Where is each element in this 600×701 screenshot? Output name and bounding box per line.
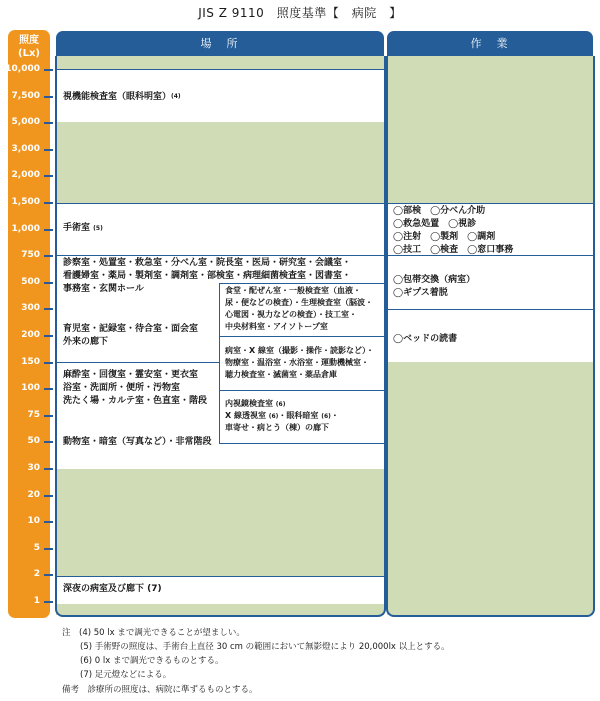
place-75-line3: 車寄せ・病とう（棟）の廊下: [225, 423, 329, 432]
lux-tick-label: 150: [21, 356, 40, 367]
place-300-line3: 心電図・視力などの検査）・技工室・: [225, 310, 357, 319]
lux-tick-label: 1,000: [11, 223, 40, 234]
note-5: (5) 手術野の照度は、手術台上直径 30 cm の範囲において無影燈により 20,000lx 以上とする。: [80, 642, 450, 652]
place-200-line1: 育児室・記録室・待合室・面会室: [63, 324, 199, 334]
work-500-line2: ◯ギプス着脱: [393, 288, 448, 298]
note-remark: 備考 診療所の照度は、病院に準ずるものとする。: [62, 685, 258, 695]
work-1000-line4: ◯技工 ◯検査 ◯窓口事務: [393, 245, 514, 255]
lux-tick-label: 7,500: [11, 90, 40, 101]
lux-tick-label: 10: [27, 516, 40, 527]
lux-tick-label: 2: [33, 569, 40, 580]
place-100-line1: 麻酔室・回復室・霊安室・更衣室: [63, 370, 199, 380]
lux-tick-label: 300: [21, 303, 40, 314]
lux-tick-mark: [44, 282, 53, 284]
lux-tick-label: 10,000: [5, 64, 40, 74]
divider-50: [219, 443, 384, 444]
work-500-line1: ◯包帯交換（病室）: [393, 275, 476, 285]
lux-tick-mark: [44, 149, 53, 151]
lux-tick-mark: [44, 495, 53, 497]
place-50: 動物室・暗室（写真など）・非常階段: [63, 437, 212, 447]
header-place: 場 所: [56, 31, 384, 56]
work-1000-line1: ◯部検 ◯分べん介助: [393, 206, 486, 216]
lux-tick-label: 200: [21, 330, 40, 340]
place-300-line2: 尿・便などの検査）・生理検査室（脳波・: [225, 298, 373, 307]
lux-tick-mark: [44, 415, 53, 417]
lux-tick-mark: [44, 255, 53, 257]
lux-tick-label: 5,000: [11, 117, 40, 128]
work-divider-300: [387, 309, 593, 310]
place-300-line1: 食堂・配ぜん室・一般検査室（血液・: [225, 286, 361, 295]
place-150-line3: 聴力検査室・滅菌室・薬品倉庫: [225, 370, 337, 379]
lux-tick-mark: [44, 96, 53, 98]
place-1000: 手術室 (5): [63, 223, 103, 233]
lux-tick-mark: [44, 601, 53, 603]
page-title: JIS Z 9110 照度基準【 病院 】: [198, 6, 402, 20]
header-work: 作 業: [387, 31, 593, 56]
lux-tick-mark: [44, 122, 53, 124]
lux-tick-mark: [44, 441, 53, 443]
place-75-line1: 内視鏡検査室 (6): [225, 399, 286, 408]
place-500-line2: 看護婦室・薬局・製剤室・調剤室・部検室・病理細菌検査室・図書室・: [63, 271, 352, 281]
divider-sub-vertical: [219, 283, 220, 443]
place-150-line1: 病室・X 線室（撮影・操作・読影など）・: [225, 346, 374, 355]
lux-tick-label: 2,000: [11, 170, 40, 181]
place-500-line1: 診察室・処置室・救急室・分べん室・院長室・医局・研究室・会議室・: [63, 258, 352, 268]
divider-150-left: [56, 362, 219, 363]
place-100-line2: 浴室・洗面所・便所・汚物室: [63, 383, 181, 393]
lux-tick-label: 20: [27, 489, 40, 500]
divider-500-sub: [219, 283, 384, 284]
place-300-line4: 中央材料室・アイソトープ室: [225, 322, 328, 331]
place-75-line2: X 線透視室 (6)・眼科暗室 (6)・: [225, 411, 339, 420]
lux-tick-label: 1,500: [11, 197, 40, 207]
lux-tick-label: 500: [21, 276, 40, 287]
lux-tick-mark: [44, 202, 53, 204]
work-300: ◯ベッドの読書: [393, 334, 458, 344]
note-7: (7) 足元燈などによる。: [80, 670, 172, 680]
lux-tick-label: 3,000: [11, 143, 40, 154]
place-1: 深夜の病室及び廊下 (7): [63, 584, 162, 594]
lux-axis-title: 照度 (Lx): [18, 35, 40, 59]
lux-tick-mark: [44, 521, 53, 523]
lux-tick-label: 100: [21, 383, 40, 394]
divider-100: [219, 390, 384, 391]
lux-tick-mark: [44, 388, 53, 390]
divider-300: [219, 336, 384, 337]
lux-tick-label: 750: [21, 250, 40, 261]
divider-1000: [56, 255, 384, 256]
lux-tick-label: 75: [27, 409, 40, 420]
place-100-line3: 洗たく場・カルテ室・色直室・階段: [63, 396, 208, 406]
lux-tick-mark: [44, 175, 53, 177]
lux-tick-label: 1: [33, 596, 40, 606]
lux-tick-mark: [44, 335, 53, 337]
lux-tick-mark: [44, 548, 53, 550]
work-1000-line3: ◯注射 ◯製剤 ◯調剤: [393, 232, 496, 242]
work-1000-line2: ◯救急処置 ◯視診: [393, 219, 477, 229]
lux-tick-mark: [44, 574, 53, 576]
place-200-line2: 外来の廊下: [63, 337, 109, 347]
note-4: 注 (4) 50 lx まで調光できることが望ましい。: [62, 628, 245, 638]
lux-tick-mark: [44, 69, 53, 71]
lux-tick-label: 5: [33, 542, 40, 553]
lux-tick-mark: [44, 308, 53, 310]
lux-tick-mark: [44, 229, 53, 231]
note-6: (6) 0 lx まで調光できるものとする。: [80, 656, 224, 666]
place-7500: 視機能検査室（眼科明室）(4): [63, 92, 181, 102]
lux-tick-mark: [44, 362, 53, 364]
lux-tick-mark: [44, 468, 53, 470]
place-150-line2: 物療室・温浴室・水浴室・運動機械室・: [225, 358, 369, 367]
place-500-line3: 事務室・玄関ホール: [63, 284, 144, 294]
lux-tick-label: 30: [27, 463, 40, 473]
lux-tick-label: 50: [27, 436, 40, 447]
